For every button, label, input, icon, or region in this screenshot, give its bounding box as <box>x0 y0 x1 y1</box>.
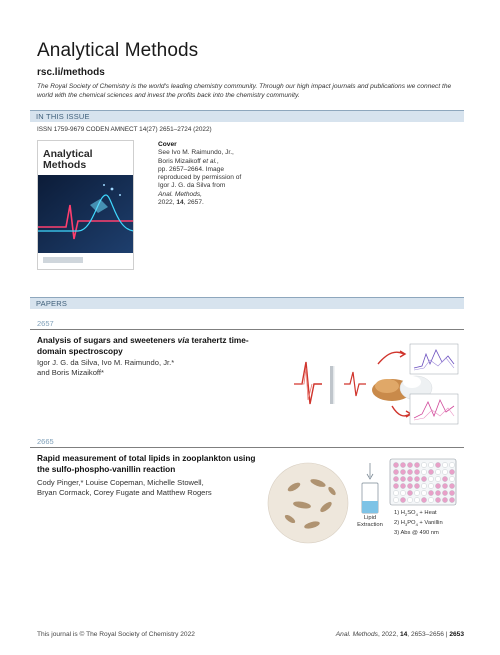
plate-well <box>449 469 454 474</box>
plate-well <box>449 490 454 495</box>
plate-well <box>400 490 405 495</box>
plate-well <box>442 497 447 502</box>
plate-well <box>393 476 398 481</box>
article-authors: Cody Pinger,* Louise Copeman, Michelle Stowell, Bryan Cormack, Corey Fugate and Matthew Rogers <box>37 478 212 497</box>
plate-well <box>435 462 440 467</box>
section-label: IN THIS ISSUE <box>36 112 90 121</box>
plate-well <box>400 469 405 474</box>
plate-well <box>428 483 433 488</box>
cover-artwork <box>38 175 134 253</box>
cover-caption-line: reproduced by permission of <box>158 174 242 182</box>
plate-well <box>407 483 412 488</box>
plate-well <box>414 469 419 474</box>
footer-citation: Anal. Methods, 2022, 14, 2653–2656 | 2653 <box>335 631 464 638</box>
cover-journal-title: Analytical Methods <box>43 148 93 171</box>
article-divider <box>30 329 464 330</box>
journal-tagline: The Royal Society of Chemistry is the world's leading chemistry community. Through our high impact journals and publications we connect the world with the chemical sciences and invest the profits back into the chemistry community. <box>37 83 452 99</box>
plate-well <box>407 490 412 495</box>
plate-well <box>428 490 433 495</box>
plate-well <box>449 483 454 488</box>
footer-copyright: This journal is © The Royal Society of Chemistry 2022 <box>37 631 195 638</box>
plate-well <box>442 462 447 467</box>
plate-well <box>407 462 412 467</box>
plate-well <box>428 476 433 481</box>
plate-well <box>393 490 398 495</box>
plate-well <box>414 462 419 467</box>
article-page-number: 2657 <box>37 319 54 328</box>
plate-well <box>442 483 447 488</box>
cover-caption-line: 2022, 14, 2657. <box>158 199 204 207</box>
plate-well <box>407 469 412 474</box>
plate-well <box>449 497 454 502</box>
plate-well <box>449 476 454 481</box>
cover-caption-line: pp. 2657–2664. Image <box>158 165 224 173</box>
plate-well <box>393 462 398 467</box>
article-graphic-lipids <box>266 457 462 545</box>
plate-well <box>400 476 405 481</box>
plate-well <box>407 476 412 481</box>
journal-url[interactable]: rsc.li/methods <box>37 67 105 78</box>
plate-well <box>428 469 433 474</box>
plate-well <box>421 469 426 474</box>
plate-well <box>442 469 447 474</box>
plate-well <box>421 497 426 502</box>
reaction-step: 2) $H_3PO_4$ + Vanillin <box>394 520 443 528</box>
cover-caption-line: Igor J. G. da Silva from <box>158 182 226 190</box>
reaction-step: 1) $H_2SO_4$ + Heat <box>394 510 437 518</box>
section-label: PAPERS <box>36 299 68 308</box>
cover-caption-line: See Ivo M. Raimundo, Jr., <box>158 149 234 157</box>
plate-well <box>435 469 440 474</box>
plate-well <box>435 483 440 488</box>
article-graphic-thz <box>292 342 462 427</box>
plate-well <box>421 476 426 481</box>
plate-well <box>421 490 426 495</box>
plate-well <box>435 476 440 481</box>
plate-well <box>414 497 419 502</box>
plate-well <box>400 462 405 467</box>
plate-well <box>449 462 454 467</box>
plate-well <box>393 483 398 488</box>
section-bar-papers <box>30 297 464 309</box>
plate-well <box>407 497 412 502</box>
plate-well <box>414 483 419 488</box>
reaction-steps <box>394 509 443 537</box>
plate-well <box>400 483 405 488</box>
plate-well <box>442 476 447 481</box>
cover-caption-line: Anal. Methods, <box>158 190 202 198</box>
plate-well <box>442 490 447 495</box>
plate-well <box>435 497 440 502</box>
plate-well <box>393 469 398 474</box>
plate-well <box>428 497 433 502</box>
cover-publisher-logo <box>43 257 83 263</box>
plate-well <box>414 490 419 495</box>
plate-well <box>421 462 426 467</box>
cover-image <box>37 140 134 270</box>
article-authors: Igor J. G. da Silva, Ivo M. Raimundo, Jr.* and Boris Mizaikoff* <box>37 358 175 377</box>
cover-caption <box>158 141 268 207</box>
plate-well <box>414 476 419 481</box>
journal-title: Analytical Methods <box>37 40 199 61</box>
article-page-number: 2665 <box>37 437 54 446</box>
plate-well <box>421 483 426 488</box>
plate-well <box>400 497 405 502</box>
reaction-step: 3) Abs @ 490 nm <box>394 530 439 537</box>
cover-heading: Cover <box>158 141 177 148</box>
plate-well <box>393 497 398 502</box>
plate-well <box>435 490 440 495</box>
issn-line: ISSN 1759-9679 CODEN AMNECT 14(27) 2651–2724 (2022) <box>37 126 212 133</box>
article-divider <box>30 447 464 448</box>
cover-caption-line: Boris Mizaikoff et al., <box>158 157 219 165</box>
article-title[interactable]: Rapid measurement of total lipids in zooplankton using the sulfo-phospho-vanillin reaction <box>37 453 256 474</box>
extraction-label: Lipid Extraction <box>357 515 383 528</box>
plate-well <box>428 462 433 467</box>
section-bar-in-this-issue <box>30 110 464 122</box>
article-title[interactable]: Analysis of sugars and sweeteners via terahertz time-domain spectroscopy <box>37 335 249 356</box>
